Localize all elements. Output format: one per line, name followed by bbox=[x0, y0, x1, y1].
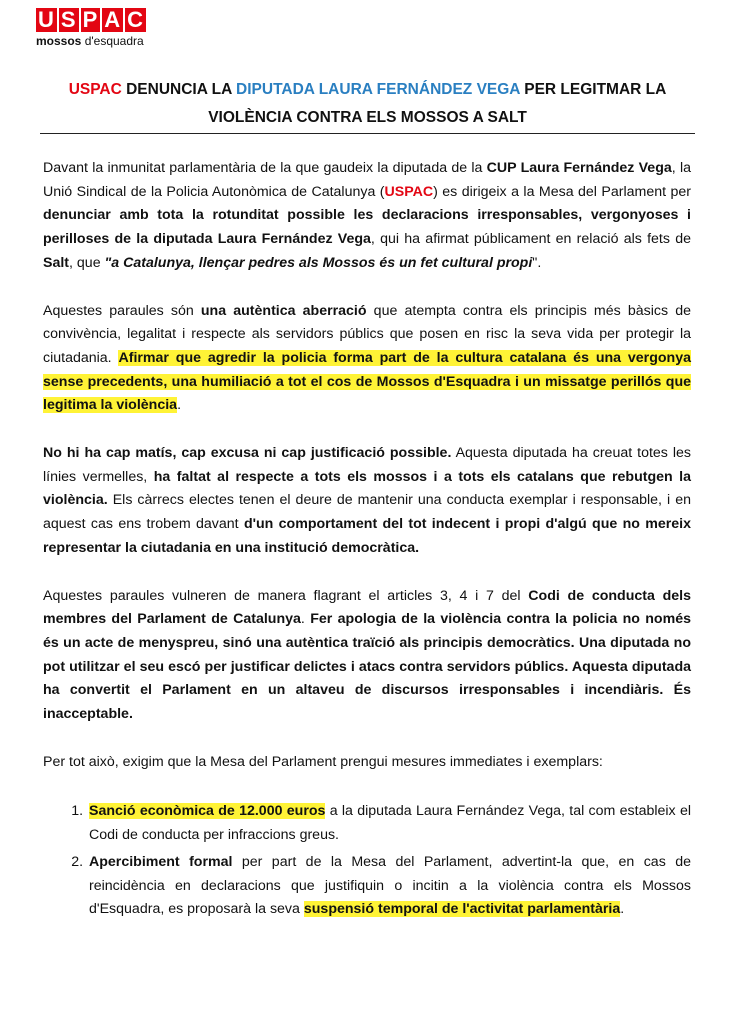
highlighted-span: suspensió temporal de l'activitat parlamentària bbox=[303, 901, 621, 918]
bold-span: Apercibiment formal bbox=[89, 853, 233, 870]
text-span: , que bbox=[69, 254, 105, 271]
logo-letter: A bbox=[104, 7, 122, 32]
paragraph-1 bbox=[43, 157, 691, 276]
text-span: . bbox=[177, 397, 182, 414]
text-span: , la Unió Sindical de la Policia Autonòmica de Catalunya ( bbox=[43, 160, 691, 200]
document-title bbox=[40, 76, 695, 132]
bold-span: una autèntica aberració bbox=[200, 302, 367, 319]
logo-letter: C bbox=[127, 7, 145, 32]
text-span: Els càrrecs electes tenen el deure de mantenir una conducta exemplar i responsable, i en aquest cas ens trobem davant bbox=[43, 492, 691, 533]
text-span: que atempta contra els principis més bàsics de convivència, legalitat i respecte als servidors públics que posen en risc la seva vida per protegir la ciutadania. bbox=[43, 302, 691, 366]
text-span: , qui ha afirmat públicament en relació als fets de bbox=[370, 231, 691, 248]
bold-span: d'un comportament del tot indecent i propi d'algú que no mereix representar la ciutadania en una institució democràtica. bbox=[43, 516, 691, 556]
bold-span: CUP Laura Fernández Vega bbox=[486, 160, 672, 176]
logo-wordmark bbox=[36, 8, 146, 32]
text-span: Aquestes paraules són bbox=[43, 302, 201, 319]
bold-span: Codi de conducta dels membres del Parlament de Catalunya bbox=[43, 587, 691, 628]
highlighted-span: Sanció econòmica de 12.000 euros bbox=[89, 803, 326, 820]
paragraph-3 bbox=[43, 442, 691, 561]
paragraph-5: Per tot això, exigim que la Mesa del Parlament prengui mesures immediates i exemplars: bbox=[43, 753, 603, 770]
title-divider bbox=[40, 133, 695, 134]
logo-letter: U bbox=[38, 7, 55, 32]
bold-span: Salt bbox=[43, 254, 70, 271]
text-span: ". bbox=[532, 254, 542, 271]
title-text: DENUNCIA LA bbox=[121, 81, 237, 98]
demands-list bbox=[43, 800, 691, 922]
list-item bbox=[87, 851, 691, 922]
quote-span: "a Catalunya, llençar pedres als Mossos és un fet cultural propi bbox=[104, 254, 533, 271]
text-span: a la diputada Laura Fernández Vega, tal com estableix el Codi de conducta per infraccions greus. bbox=[89, 803, 691, 844]
title-deputy: DIPUTADA LAURA FERNÁNDEZ VEGA bbox=[236, 81, 520, 98]
text-span: Aquestes paraules vulneren de manera flagrant el articles 3, 4 i 7 del bbox=[43, 587, 529, 604]
text-span: per part de la Mesa del Parlament, advertint-la que, en cas de reincidència en declaracions que justifiquin o incitin a la violència contra els Mossos d'Esquadra, es proposarà la seva bbox=[89, 853, 691, 918]
paragraph-4 bbox=[43, 585, 691, 727]
text-span: . bbox=[620, 901, 625, 918]
bold-span: denunciar amb tota la rotunditat possible les declaracions irresponsables, vergonyoses i perilloses de la diputada Laura Fernández Vega bbox=[43, 207, 691, 248]
bold-span: Fer apologia de la violència contra la policia no només és un acte de menyspreu, sinó una autèntica traïció als principis democràtics. Una diputada no pot utilitzar el seu escó per justificar delictes i atacs contra servidors públics. Aquesta diputada ha convertit el Parlament en un altaveu de discursos irresponsables i incendiàris. És inacceptable. bbox=[43, 611, 691, 723]
text-span: Davant la inmunitat parlamentària de la que gaudeix la diputada de la bbox=[43, 160, 487, 176]
bold-span: ha faltat al respecte a tots els mossos i a tots els catalans que rebutgen la violència. bbox=[43, 468, 692, 509]
document-body bbox=[43, 157, 691, 925]
logo-sub-bold: mossos bbox=[36, 34, 82, 48]
paragraph-2 bbox=[43, 300, 691, 419]
text-span: ) es dirigeix a la Mesa del Parlament per bbox=[433, 183, 691, 200]
list-item bbox=[87, 800, 691, 847]
text-span: . bbox=[300, 611, 311, 628]
logo-sub-rest: d'esquadra bbox=[81, 34, 144, 48]
uspac-logo bbox=[36, 8, 146, 48]
bold-span: No hi ha cap matís, cap excusa ni cap justificació possible. bbox=[43, 445, 452, 462]
text-span: Aquesta diputada ha creuat totes les línies vermelles, bbox=[43, 445, 691, 485]
title-uspac: USPAC bbox=[68, 81, 122, 98]
logo-letter: S bbox=[60, 7, 77, 32]
logo-subtitle bbox=[36, 34, 146, 48]
uspac-red: USPAC bbox=[384, 183, 434, 200]
title-text-end: PER LEGITMAR LA VIOLÈNCIA CONTRA ELS MOSSOS A SALT bbox=[208, 81, 667, 126]
logo-letter: P bbox=[82, 7, 99, 32]
highlighted-span: Afirmar que agredir la policia forma part de la cultura catalana és una vergonya sense precedents, una humiliació a tot el cos de Mossos d'Esquadra i un missatge perillós que legitima la violència bbox=[43, 349, 691, 414]
